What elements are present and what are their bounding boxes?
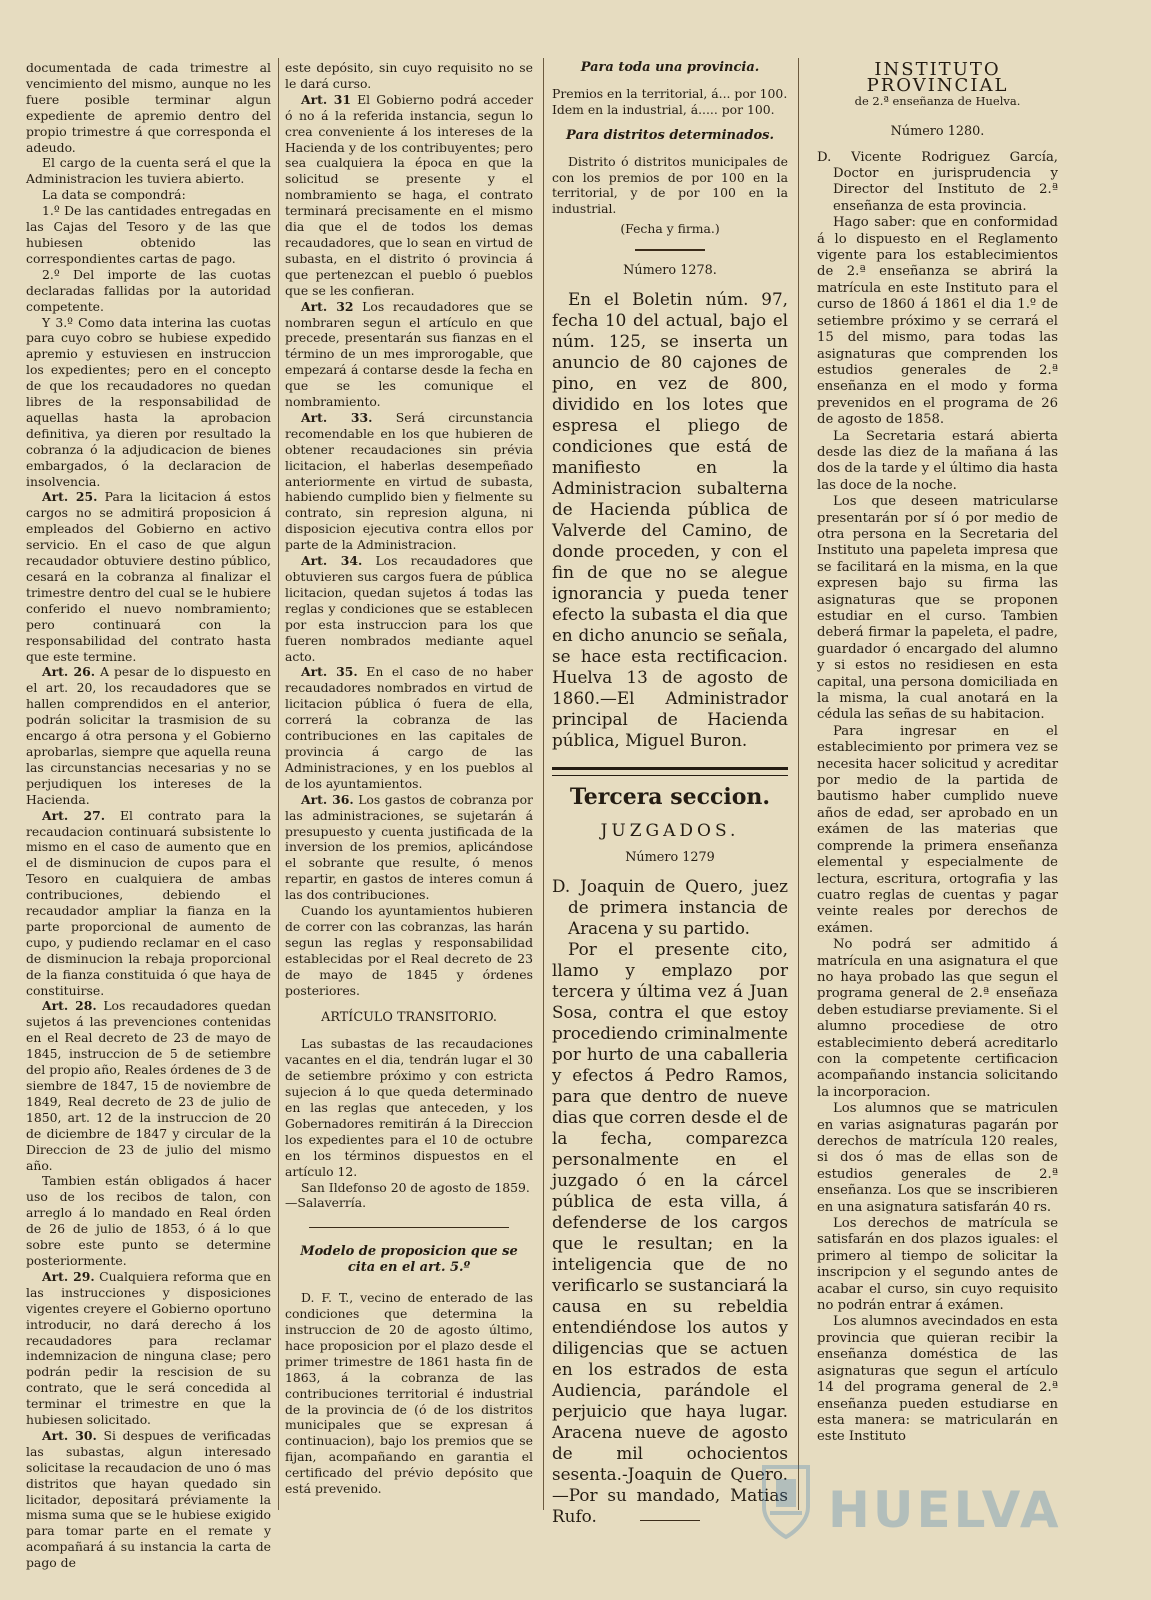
article-36: [285, 792, 533, 903]
date-line: San Ildefonso 20 de agosto de 1859.: [301, 1179, 530, 1195]
article-30: [26, 1428, 271, 1571]
column-4: [817, 60, 1058, 1560]
article-label: Art. 32: [301, 298, 354, 314]
notice-text: En el Boletin núm. 97, fecha 10 del actual, bajo el núm. 125, se inserta un anuncio de 80 cajones de pino, en vez de 800, dividido en los lotes que espresa el pliego de condiciones que está de manifiesto en la Administracion subalterna de Hacienda pública de Valverde del Camino, de donde proceden, y con el fin de que no se alegue ignorancia y pueda tener efecto la subasta el dia que en dicho anuncio se señala, se hace esta rectificacion. Huelva 13 de agosto de 1860.—El Administrador principal de Hacienda pública, Miguel Buron.: [552, 289, 788, 751]
article-text: En el caso de no haber recaudadores nombrados en virtud de licitacion pública ó fuera de ella, correrá la cobranza de las contribuciones en las capitales de provincia á cargo de las Administraciones, y en los pueblos al de los ayuntamientos.: [285, 664, 533, 791]
article-label: Art. 34.: [301, 553, 363, 569]
article-26: [26, 664, 271, 807]
article-28: [26, 998, 271, 1173]
paragraph: La Secretaria estará abierta desde las diez de la mañana á las dos de la tarde y el último dia hasta las doce de la noche.: [817, 428, 1058, 493]
section-title: Para toda una provincia.: [580, 60, 760, 75]
notice-number: Número 1278.: [623, 263, 717, 279]
model-title: Modelo de proposicion que se cita en el art. 5.º: [300, 1244, 518, 1276]
premium-line: Idem en la industrial, á..... por 100.: [552, 101, 775, 117]
signature-note: (Fecha y firma.): [620, 221, 720, 237]
article-text: Los gastos de cobranza por las administraciones, se sujetarán á presupuesto y cuenta justificada de la inversion de los premios, aplicándose el sobrante que resulte, ó menos repartir, en gastos de interes comun á las dos contribuciones.: [285, 791, 533, 903]
juzgados-heading: JUZGADOS.: [600, 820, 740, 841]
article-label: Art. 31: [301, 91, 351, 107]
institute-subheading: de 2.ª enseñanza de Huelva.: [854, 93, 1021, 108]
paragraph: Los alumnos avecindados en esta provincia que quieran recibir la enseñanza doméstica de las asignaturas que segun el artículo 14 del programa general de 2.ª enseñanza pueden estudiarse en esta manera: se matricularán en este Instituto: [817, 1314, 1058, 1445]
shield-icon: [760, 1461, 812, 1541]
article-32: [285, 299, 533, 410]
article-text: Será circunstancia recomendable en los que hubieren de obtener recaudaciones sin prévia licitacion, el haberlas desempeñado anteriormente en virtud de subasta, habiendo cumplido bien y fielmente su contrato, sin represion alguna, ni disposicion ejecutiva contra ellos por parte de la Administracion.: [285, 409, 533, 553]
article-text: A pesar de lo dispuesto en el art. 20, los recaudadores que se hallen comprendidos en el anterior, podrán solicitar la trasmision de su encargo á otra persona y el Gobierno aprobarlas, siempre que aquella reuna las circunstancias necesarias y no se perjudiquen los intereses de la Hacienda.: [26, 664, 271, 807]
paragraph: Distrito ó distritos municipales de con los premios de por 100 en la territorial, y de por 100 en la industrial.: [552, 153, 788, 217]
article-35: [285, 664, 533, 791]
article-text: Si despues de verificadas las subastas, algun interesado solicitase la recaudacion de uno ó mas distritos que hayan quedado sin licitador, depositará préviamente la misma suma que se le hubiese exigido para tomar parte en el remate y acompañará á su instancia la carta de pago de: [26, 1427, 271, 1571]
article-label: Art. 33.: [301, 409, 373, 425]
watermark-text: HUELVA: [828, 1481, 1062, 1539]
article-label: Art. 29.: [42, 1268, 95, 1284]
paragraph: Los alumnos que se matriculen en varias asignaturas pagarán por derechos de matrícula 120 reales, si dos ó mas de ellas son de estudios generales de 2.ª enseñanza. Los que se inscribieren en una asignatura satisfarán 40 rs.: [817, 1101, 1058, 1215]
article-label: Art. 35.: [301, 664, 358, 680]
article-33: [285, 410, 533, 553]
article-31: [285, 92, 533, 299]
notice-number: Número 1279: [625, 849, 715, 865]
section-title: Para distritos determinados.: [566, 127, 774, 143]
paragraph: Las subastas de las recaudaciones vacantes en el dia, tendrán lugar el 30 de setiembre próximo y con estricta sujecion á lo que queda determinado en las reglas que anteceden, y los Gobernadores remitirán á la Direccion los expedientes para el 10 de octubre en los términos dispuestos en el artículo 12.: [285, 1036, 533, 1179]
paragraph: 1.º De las cantidades entregadas en las Cajas del Tesoro y de las que hubiesen obtenido las correspondientes cartas de pago.: [26, 203, 271, 266]
paragraph: Para ingresar en el establecimiento por primera vez se necesita hacer solicitud y acreditar por medio de la partida de bautismo haber cumplido nueve años de edad, ser aprobado en un exámen de las materias que comprende la primera enseñanza elemental y especialmente de lectura, escritura, ortografia y las cuatro reglas de cuentas y pagar veinte reales por derechos de exámen.: [817, 723, 1058, 936]
article-25: [26, 489, 271, 664]
divider: [635, 249, 705, 251]
paragraph: Tambien están obligados á hacer uso de los recibos de talon, con arreglo á lo mandado en Real órden de 26 de julio de 1853, ó á lo que sobre este punto se determine posteriormente.: [26, 1173, 271, 1268]
article-label: Art. 26.: [42, 664, 96, 680]
paragraph: documentada de cada trimestre al vencimiento del mismo, aunque no les fuere posible terminar algun expediente de apremio dentro del propio trimestre á que corresponda el adeudo.: [26, 60, 271, 155]
article-label: Art. 27.: [42, 807, 106, 823]
article-27: [26, 808, 271, 999]
divider: [309, 1227, 509, 1228]
article-text: El contrato para la recaudacion continuará subsistente lo mismo en el caso de aumento que en el de disminucion de cupos para el Tesoro en cualquiera de ambas contribuciones, debiendo el recaudador ampliar la fianza en la parte proporcional de aumento de cupo, y pudiendo reclamar en el caso de disminucion la rebaja proporcional de la fianza constituida ó que haya de constituirse.: [26, 807, 271, 998]
paragraph: El cargo de la cuenta será el que la Administracion les tuviera abierto.: [26, 155, 271, 187]
column-rule: [543, 58, 544, 1510]
paragraph: Y 3.º Como data interina las cuotas para cuyo cobro se hubiese expedido apremio y estuviesen en instruccion los expedientes; pero en el concepto de que los recaudadores no quedan libres de la responsabilidad de aquellas hasta la aprobacion definitiva, ya dieren por resultado la cobranza ó la adjudicacion de bienes embargados, ó la declaracion de insolvencia.: [26, 314, 271, 489]
paragraph: Hago saber: que en conformidad á lo dispuesto en el Reglamento vigente para los establecimientos de 2.ª enseñanza se abrirá la matrícula en este Instituto para el curso de 1860 á 1861 el dia 1.º de setiembre próximo y se cerrará el 15 del mismo, para todas las asignaturas que comprenden los estudios generales de 2.ª enseñanza en el modo y forma prevenidos en el programa de 26 de agosto de 1858.: [817, 215, 1058, 428]
institute-heading: INSTITUTO PROVINCIAL: [866, 59, 1009, 96]
article-text: Los recaudadores quedan sujetos á las prevenciones contenidas en el Real decreto de 23 de mayo de 1845, instruccion de 5 de setiembre del propio año, Reales órdenes de 3 de siembre de 1847, 15 de noviembre de 1849, Real decreto de 23 de julio de 1850, art. 12 de la instruccion de 20 de diciembre de 1847 y circular de la Direccion de 23 de julio del mismo año.: [26, 998, 271, 1173]
article-label: Art. 36.: [301, 791, 354, 807]
premium-line: Premios en la territorial, á... por 100.: [552, 85, 788, 101]
signature: —Salaverría.: [285, 1195, 367, 1211]
director-title: D. Vicente Rodriguez García, Doctor en jurisprudencia y Director del Instituto de 2.ª enseñanza de esta provincia.: [817, 149, 1058, 214]
article-text: Los recaudadores que se nombraren segun el artículo en que precede, presentarán sus fianzas en el término de un mes improrogable, que empezará á contarse desde la fecha en que se les comunique el nombramiento.: [285, 298, 533, 410]
judge-title: D. Joaquin de Quero, juez de primera instancia de Aracena y su partido.: [552, 875, 788, 938]
article-label: Art. 30.: [42, 1427, 97, 1443]
paragraph: Los derechos de matrícula se satisfarán en dos plazos iguales: el primero al tiempo de solicitar la inscripcion y el segundo antes de acabar el curso, sin cuyo requisito no podrán entrar á exámen.: [817, 1216, 1058, 1314]
paragraph: La data se compondrá:: [42, 187, 186, 203]
paragraph: Los que deseen matricularse presentarán por sí ó por medio de otra persona en la Secretaria del Instituto una papeleta impresa que se facilitará en la misma, en la que expresen bajo su firma las asignaturas que se proponen estudiar en el curso. Tambien deberá firmar la papeleta, el padre, guardador ó encargado del alumno y si estos no residiesen en esta capital, una persona domiciliada en la misma, la cual anotará en la cédula las señas de su habitacion.: [817, 494, 1058, 723]
divider: [640, 1520, 700, 1521]
article-text: Para la licitacion á estos cargos no se admitirá proposicion á empleados del Gobierno en activo servicio. En el caso de que algun recaudador obtuviere destino público, cesará en la cobranza al finalizar el trimestre dentro del cual se le hubiere conferido el nuevo nombramiento; pero continuará con la responsabilidad del contrato hasta que este termine.: [26, 489, 271, 664]
column-rule: [278, 58, 279, 1510]
article-text: El Gobierno podrá acceder ó no á la referida instancia, segun lo crea conveniente á los intereses de la Hacienda y de los contribuyentes; pero sea cualquiera la época en que la solicitud se presente y el nombramiento se haga, el contrato terminará precisamente en el mismo dia que el de todos los demas recaudadores, que lo sean en virtud de subasta, en el distrito ó provincia á que pertenezcan el pueblo ó pueblos que se les confieran.: [285, 91, 533, 298]
section-heading: Tercera seccion.: [569, 784, 771, 811]
summons-text: Por el presente cito, llamo y emplazo por tercera y última vez á Juan Sosa, contra el que estoy procediendo criminalmente por hurto de una caballeria y efectos á Pedro Ramos, para que dentro de nueve dias que corren desde el de la fecha, comparezca personalmente en el juzgado ó en la cárcel pública de esta villa, á defenderse de los cargos que le resultan; en la inteligencia que de no verificarlo se sustanciará la causa en su rebeldia entendiéndose los autos y diligencias que se actuen en los estrados de esta Audiencia, parándole el perjuicio que haya lugar. Aracena nueve de agosto de mil ochocientos sesenta.-Joaquin de Quero.—Por su mandado, Matias Rufo.: [552, 938, 788, 1526]
paragraph: este depósito, sin cuyo requisito no se le dará curso.: [285, 60, 533, 91]
paragraph: 2.º Del importe de las cuotas declaradas fallidas por la autoridad competente.: [26, 266, 271, 314]
transitory-article-heading: ARTÍCULO TRANSITORIO.: [321, 1010, 497, 1026]
article-29: [26, 1269, 271, 1428]
section-divider: [552, 767, 788, 776]
article-label: Art. 25.: [42, 489, 98, 505]
column-3: [552, 60, 788, 1560]
notice-number: Número 1280.: [890, 123, 985, 139]
column-1: [26, 60, 271, 1571]
paragraph: No podrá ser admitido á matrícula en una asignatura el que no haya probado las que segun el programa general de 2.ª enseñaza deben estudiarse previamente. Si el alumno procediese de otro establecimiento deberá acreditarlo con la competente certificacion acompañando instancia solicitando la incorporacion.: [817, 937, 1058, 1100]
archive-watermark: [760, 1465, 1060, 1555]
article-34: [285, 553, 533, 664]
column-rule: [798, 58, 799, 1510]
article-text: Los recaudadores que obtuvieren sus cargos fuera de pública licitacion, quedan sujetos á todas las reglas y condiciones que se establecen por esta instruccion para los que fueren nombrados mediante aquel acto.: [285, 553, 533, 664]
paragraph: Cuando los ayuntamientos hubieren de correr con las cobranzas, las harán segun las reglas y responsabilidad establecidas por el Real decreto de 23 de mayo de 1845 y órdenes posteriores.: [285, 903, 533, 998]
article-label: Art. 28.: [42, 998, 97, 1014]
article-text: Cualquiera reforma que en las instrucciones y disposiciones vigentes creyere el Gobierno oportuno introducir, no dará derecho á los recaudadores para reclamar indemnizacion de ninguna clase; pero podrán pedir la rescision de su contrato, que le será concedida al terminar el trimestre en que la hubiesen solicitado.: [26, 1268, 271, 1428]
paragraph: D. F. T., vecino de enterado de las condiciones que determina la instruccion de 20 de agosto último, hace proposicion por el plazo desde el primer trimestre de 1861 hasta fin de 1863, á la cobranza de las contribuciones territorial é industrial de la provincia de (ó de los distritos municipales que se expresan á continuacion), bajo los premios que se fijan, acompañando en garantia el certificado del prévio depósito que está prevenido.: [285, 1290, 533, 1497]
column-2: [285, 60, 533, 1560]
